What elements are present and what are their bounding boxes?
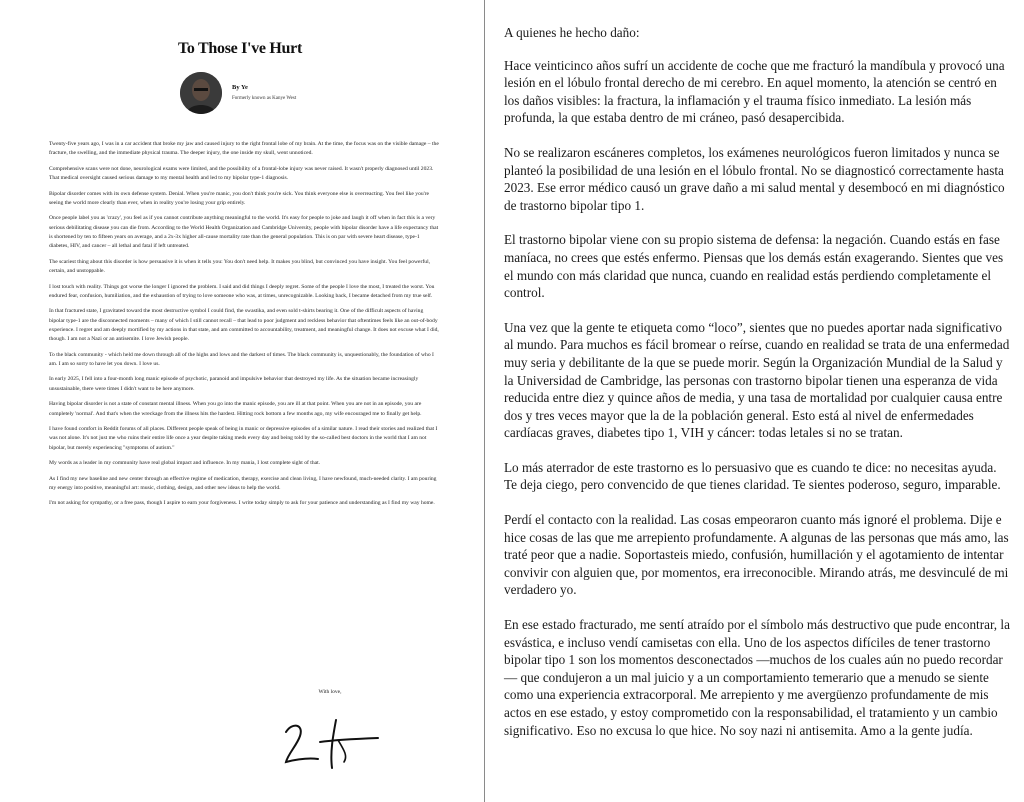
letter-title: To Those I've Hurt — [178, 40, 302, 57]
spanish-letter-body — [504, 24, 1010, 756]
paragraph: Hace veinticinco años sufrí un accidente de coche que me fracturó la mandíbula y provocó una lesión en el lóbulo frontal derecho de mi cerebro. En aquel momento, la atención se centró en los daños visibles: la fractura, la inflamación y el trauma físico inmediato. La lesión más profunda, la que estaba dentro de mi cráneo, pasó desapercibida. — [504, 57, 1005, 126]
avatar — [180, 72, 222, 114]
paragraph: Perdí el contacto con la realidad. Las cosas empeoraron cuanto más ignoré el problema. Dije e hice cosas de las que me arrepiento profundamente. A algunas de las personas que más amo, las traté peor que a nadie. Soportasteis miedo, confusión, humillación y el agotamiento de intentar convivir con alguien que, por momentos, era irreconocible. Mirando atrás, me desvinculé de mi verdadero yo. — [504, 512, 1009, 598]
paragraph: As I find my new baseline and new center through an effective regime of medication, therapy, exercise and clean living, I have newfound, much-needed clarity. I am pouring my energy into positive, meaningful art: music, clothing, design, and other new ideas to help the world. — [49, 475, 437, 491]
paragraph: I lost touch with reality. Things got worse the longer I ignored the problem. I said and did things I deeply regret. Some of the people I love the most, I treated the worst. You endured fear, confusion, humiliation, and the exhaustion of trying to love someone who was, at times, unrecognizable. Looking back, I became detached from my true self. — [49, 283, 435, 299]
author-name: By Ye — [232, 84, 248, 91]
paragraph: Twenty-five years ago, I was in a car accident that broke my jaw and caused injury to the right frontal lobe of my brain. At the time, the focus was on the visible damage – the fracture, the swelling, and the immediate physical trauma. The deeper injury, the one inside my skull, went unnoticed. — [49, 141, 439, 157]
paragraph: Bipolar disorder comes with its own defense system. Denial. When you're manic, you don't think you're sick. You think everyone else is overreacting. You feel like you're seeing the world more clearly than ever, when in reality you're losing your grip entirely. — [49, 190, 430, 206]
paragraph: In early 2025, I fell into a four-month long manic episode of psychotic, paranoid and impulsive behavior that destroyed my life. As the situation became increasingly unsustainable, there were times I didn't want to be here anymore. — [49, 376, 419, 392]
paragraph: Lo más aterrador de este trastorno es lo persuasivo que es cuando te dice: no necesitas ayuda. Te deja ciego, pero convencido de que tienes claridad. Te sientes poderoso, seguro, imparable. — [504, 459, 1001, 493]
author-subtitle: Formerly known as Kanye West — [232, 96, 297, 101]
greeting: A quienes he hecho daño: — [504, 25, 640, 40]
paragraph: No se realizaron escáneres completos, los exámenes neurológicos fueron limitados y nunca se planteó la posibilidad de una lesión en el lóbulo frontal. No se diagnosticó correctamente hasta 2023. Ese error médico causó un grave daño a mi salud mental y desembocó en mi diagnóstico de trastorno bipolar tipo 1. — [504, 144, 1005, 213]
paragraph: Having bipolar disorder is not a state of constant mental illness. When you go into the manic episode, you are ill at that point. When you are not in an episode, you are completely 'normal'. And that's when the wreckage from the illness hits the hardest. Hitting rock bottom a few months ago, my wife encouraged me to finally get help. — [49, 401, 422, 417]
paragraph: In that fractured state, I gravitated toward the most destructive symbol I could find, the swastika, and even sold t-shirts bearing it. One of the difficult aspects of having bipolar type-1 are the disconnected moments – many of which I still cannot recall – that lead to poor judgment and reckless behavior that oftentimes feels like an out-of-body experience. I regret and am deeply mortified by my actions in that state, and am committed to accountability, treatment, and meaningful change. It does not excuse what I did, though. I am not a Nazi or an antisemite. I love Jewish people. — [49, 308, 439, 343]
paragraph: Once people label you as 'crazy', you feel as if you cannot contribute anything meaningful to the world. It's easy for people to joke and laugh it off when in fact this is a very serious debilitating disease you can die from. According to the World Health Organization and Cambridge University, people with bipolar disorder have a life expectancy that is shortened by ten to fifteen years on average, and a 2x-3x higher all-cause mortality rate than the general population. This is on par with severe heart disease, type-1 diabetes, HIV, and cancer – all lethal and fatal if left untreated. — [49, 215, 439, 250]
spanish-letter-page — [486, 0, 1024, 802]
paragraph: I have found comfort in Reddit forums of all places. Different people speak of being in manic or depressive episodes of a similar nature. I read their stories and realized that I was not alone. It's not just me who ruins their entire life once a year despite taking meds every day and being told by the so-called best doctors in the world that I am not bipolar, but merely experiencing "symptoms of autism." — [49, 426, 438, 451]
paragraph: Comprehensive scans were not done, neurological exams were limited, and the possibility of a frontal-lobe injury was never raised. It wasn't properly diagnosed until 2023. That medical oversight caused serious damage to my mental health and led to my bipolar type-1 diagnosis. — [49, 165, 434, 182]
paragraph: Una vez que la gente te etiqueta como “loco”, sientes que no puedes aportar nada significativo al mundo. Para muchos es fácil bromear o reírse, cuando en realidad se trata de una enfermedad muy seria y debilitante de la que se puede morir. Según la Organización Mundial de la Salud y la Universidad de Cambridge, las personas con trastorno bipolar tienen una esperanza de vida reducida entre diez y quince años de media, y una tasa de mortalidad por cualquier causa entre dos y tres veces mayor que la de la población general. Esto está al nivel de enfermedades cardíacas graves, diabetes tipo 1, VIH y cáncer: todas letales si no se tratan. — [504, 319, 1010, 441]
paragraph: The scariest thing about this disorder is how persuasive it is when it tells you: You don't need help. It makes you blind, but convinced you have insight. You feel powerful, certain, and unstoppable. — [49, 258, 431, 275]
page-divider — [484, 0, 485, 802]
signature — [278, 712, 388, 776]
paragraph: My words as a leader in my community have real global impact and influence. In my mania, I lost complete sight of that. — [49, 460, 321, 467]
paragraph: To the black community - which held me down through all of the highs and lows and the darkest of times. The black community is, unquestionably, the foundation of who I am. I am so sorry to have let you down. I love us. — [49, 351, 434, 367]
english-letter-body — [49, 140, 439, 515]
paragraph: El trastorno bipolar viene con su propio sistema de defensa: la negación. Cuando estás en fase maníaca, no crees que estés enfermo. Piensas que los demás están exagerando. Sientes que ves el mundo con más claridad que nunca, cuando en realidad estás perdiendo completamente el control. — [504, 232, 1004, 301]
author-byline — [180, 72, 380, 116]
english-letter-page — [0, 0, 480, 802]
paragraph: I'm not asking for sympathy, or a free pass, though I aspire to earn your forgiveness. I write today simply to ask for your patience and understanding as I find my way home. — [49, 500, 435, 507]
closing-text: With love, — [318, 689, 342, 695]
paragraph: En ese estado fracturado, me sentí atraído por el símbolo más destructivo que pude encontrar, la esvástica, e incluso vendí camisetas con ella. Uno de los aspectos difíciles de tener trastorno bipolar tipo 1 son los momentos desconectados —muchos de los cuales aún no puedo recordar— que condujeron a un mal juicio y a un comportamiento temerario que a menudo se siente como una experiencia extracorporal. Me arrepiento y me avergüenzo profundamente de mis actos en ese estado, y estoy comprometido con la responsabilidad, el tratamiento y un cambio significativo. Eso no excusa lo que hice. No soy nazi ni antisemita. Amo a la gente judía. — [504, 617, 1010, 738]
